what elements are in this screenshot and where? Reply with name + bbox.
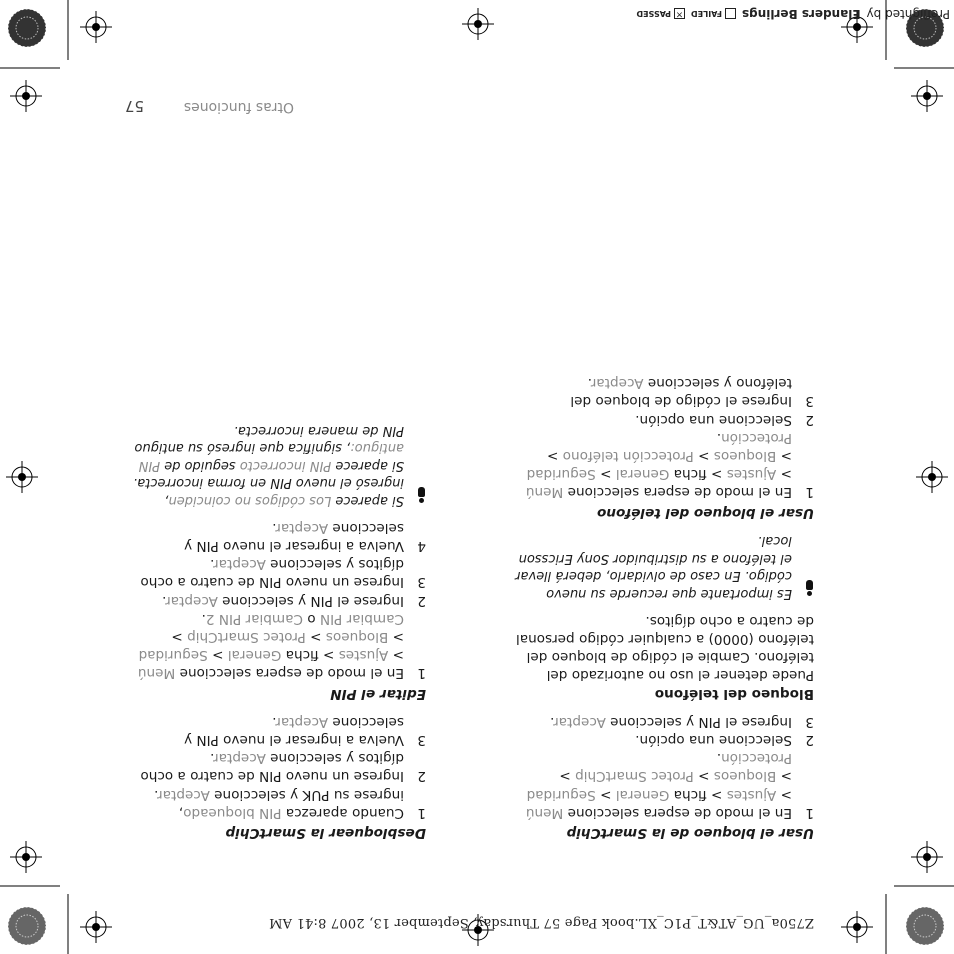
simchip-lock-steps [514, 713, 814, 822]
edit-pin-steps [126, 519, 426, 683]
step-text [126, 555, 404, 591]
text-run: Ingrese el PIN y seleccione [605, 713, 792, 730]
text-run: En el modo de espera seleccione [175, 665, 404, 682]
step-item [126, 713, 426, 749]
menu-term: General [615, 786, 670, 803]
text-run: > [776, 786, 792, 803]
text-run: > [207, 647, 228, 664]
step-item [514, 429, 814, 502]
menu-term: Menú [525, 804, 564, 821]
menu-term: General [615, 466, 670, 483]
step-text [514, 713, 792, 731]
menu-term: Protec SmartChip [187, 628, 306, 645]
step-item [514, 410, 814, 428]
menu-term: Aceptar [214, 750, 266, 767]
text-run: Si aparece [331, 492, 404, 508]
text-run: . [162, 592, 167, 609]
phone-lock-note-text: Es importante que recuerde su nuevo código. En caso de olvidarlo, deberá llevar el teléfono a su distribuidor Sony Ericsson local. [515, 533, 792, 601]
use-phone-lock-heading: Usar el bloqueo del teléfono [597, 504, 814, 521]
text-run: . [201, 610, 206, 627]
text-run: Seleccione una opción. [635, 731, 792, 748]
menu-term: Protección teléfono [562, 447, 694, 464]
step-text [126, 713, 404, 749]
step-item [514, 713, 814, 731]
menu-term: Aceptar [158, 786, 210, 803]
preflight-prefix: Preflighted by [866, 7, 950, 21]
text-run: > ficha [669, 466, 727, 483]
step-item [514, 749, 814, 822]
step-number: 2 [417, 768, 426, 785]
menu-term: Aceptar [554, 713, 606, 730]
simchip-lock-heading: Usar el bloqueo de la SmartChip [566, 825, 814, 841]
right-column [126, 421, 426, 842]
text-run: > [776, 466, 792, 483]
text-run: > [693, 768, 714, 785]
pin-note [126, 421, 426, 509]
menu-term: PIN antiguo: [138, 440, 404, 473]
phone-lock-text: Puede detener el uso no autorizado del teléfono. Cambie el código de bloqueo del teléfono (0000) a cualquier código personal de cuatro a ocho dígitos. [515, 612, 814, 684]
step-item [514, 731, 814, 749]
text-run: , ingrese su PUK y seleccione [178, 786, 404, 821]
step-number: 3 [805, 393, 814, 410]
step-item [126, 519, 426, 555]
menu-term: Menú [525, 484, 564, 501]
menu-term: Aceptar [276, 713, 329, 730]
step-number: 1 [417, 665, 426, 682]
step-text [126, 519, 404, 555]
text-run: . [272, 519, 277, 536]
step-number: 3 [805, 713, 814, 730]
text-run: . [716, 750, 722, 767]
preflight-brand: Elanders Berlings [741, 7, 861, 21]
text-run: > [388, 628, 404, 645]
step-text [514, 374, 792, 410]
text-run: . [209, 556, 215, 573]
menu-term: Ajustes [726, 466, 777, 483]
step-number: 1 [417, 804, 426, 821]
step-item [126, 785, 426, 821]
text-run: > [776, 768, 792, 785]
text-run: Vuelva a ingresar el nuevo PIN y seleccione [184, 519, 404, 554]
text-run: . [209, 750, 215, 767]
menu-term: Ajustes [726, 786, 777, 803]
menu-term: Aceptar [166, 592, 218, 609]
step-item [126, 555, 426, 591]
text-run: o [302, 610, 320, 627]
menu-term: Aceptar [276, 519, 329, 536]
preflight-stamp [636, 7, 950, 21]
text-run: Ingrese un nuevo PIN de cuatro a ocho dígitos y seleccione [140, 556, 404, 591]
text-run: . [272, 713, 277, 730]
menu-term: Cambiar PIN [319, 610, 404, 627]
text-run: Seleccione una opción. [635, 411, 792, 428]
text-run: Vuelva a ingresar el nuevo PIN y seleccione [184, 713, 404, 748]
text-run: . [154, 786, 159, 803]
text-run: En el modo de espera seleccione [563, 484, 792, 501]
step-number: 2 [805, 731, 814, 748]
text-run: > [776, 447, 792, 464]
menu-term: PIN bloqueado [183, 804, 282, 821]
phone-lock-note [514, 532, 814, 602]
text-run: . [550, 713, 555, 730]
text-run: > [559, 768, 576, 785]
text-run: . [587, 375, 592, 392]
step-item [126, 610, 426, 683]
left-column [514, 374, 814, 842]
passed-label: PASSED [636, 9, 672, 19]
text-run: > [693, 447, 714, 464]
menu-term: Aceptar [214, 556, 266, 573]
text-run: , significa que ingresó su antiguo PIN de manera incorrecta. [134, 422, 404, 456]
menu-term: Protección [721, 429, 792, 446]
text-run: > [305, 628, 326, 645]
step-text [126, 610, 404, 683]
text-run: > [595, 786, 616, 803]
step-text [514, 410, 792, 428]
step-item [126, 749, 426, 785]
step-number: 3 [417, 574, 426, 591]
step-text [126, 749, 404, 785]
text-run: > [595, 466, 616, 483]
step-number: 1 [805, 484, 814, 501]
text-run: > ficha [669, 786, 727, 803]
menu-term: Los códigos no coinciden [168, 492, 332, 508]
step-text [514, 749, 792, 822]
text-run: > [546, 447, 563, 464]
menu-term: Bloqueos [713, 447, 777, 464]
step-item [514, 374, 814, 410]
page-number: 57 [124, 97, 144, 115]
menu-term: Bloqueos [325, 628, 389, 645]
step-number: 1 [805, 804, 814, 821]
menu-term: Seguridad [526, 466, 596, 483]
info-icon [404, 421, 426, 509]
menu-term: Seguridad [526, 786, 596, 803]
info-icon [792, 532, 814, 602]
unlock-steps [126, 713, 426, 822]
text-run: > [171, 628, 188, 645]
text-run: Ingrese un nuevo PIN de cuatro a ocho dígitos y seleccione [140, 750, 404, 785]
text-run: En el modo de espera seleccione [563, 804, 792, 821]
menu-term: Aceptar [591, 375, 644, 392]
failed-checkbox [725, 9, 736, 20]
failed-label: FAILED [691, 9, 722, 19]
text-run: seguido de [160, 457, 240, 473]
menu-term: Protec SmartChip [575, 768, 694, 785]
menu-term: PIN incorrecto [239, 457, 332, 473]
print-slug: Z750a_UG_AT&T_P1C_XL.book Page 57 Thursday, September 13, 2007 8:41 AM [268, 915, 814, 930]
footer-section-title: Otras funciones [183, 99, 294, 115]
unlock-simchip-heading: Desbloquear la SmartChip [225, 825, 426, 841]
menu-term: Protección [721, 750, 792, 767]
phone-lock-heading: Bloqueo del teléfono [654, 685, 814, 702]
step-number: 2 [417, 592, 426, 609]
menu-term: Seguridad [138, 647, 208, 664]
menu-term: Menú [137, 665, 176, 682]
menu-term: Cambiar PIN 2 [205, 610, 303, 627]
use-phone-lock-steps [514, 374, 814, 501]
step-text [514, 429, 792, 502]
step-number: 3 [417, 731, 426, 748]
menu-term: Bloqueos [713, 768, 777, 785]
passed-checkbox: × [675, 9, 684, 20]
step-number: 2 [805, 411, 814, 428]
text-run: Ingrese el código de bloqueo del teléfono y seleccione [570, 375, 792, 410]
text-run: , ingresó el nuevo PIN en forma incorrecta. Si aparece [133, 457, 404, 508]
step-text [126, 785, 404, 821]
step-text [126, 591, 404, 609]
text-run: > ficha [281, 647, 339, 664]
text-run: . [716, 429, 722, 446]
text-run: Ingrese el PIN y seleccione [217, 592, 404, 609]
text-run: Cuando aparezca [281, 804, 404, 821]
text-run: > [388, 647, 404, 664]
step-text [514, 731, 792, 749]
menu-term: Ajustes [338, 647, 389, 664]
edit-pin-heading: Editar el PIN [330, 685, 426, 702]
step-number: 4 [417, 537, 426, 554]
pin-note-text [126, 421, 404, 509]
menu-term: General [227, 647, 282, 664]
step-item [126, 591, 426, 609]
